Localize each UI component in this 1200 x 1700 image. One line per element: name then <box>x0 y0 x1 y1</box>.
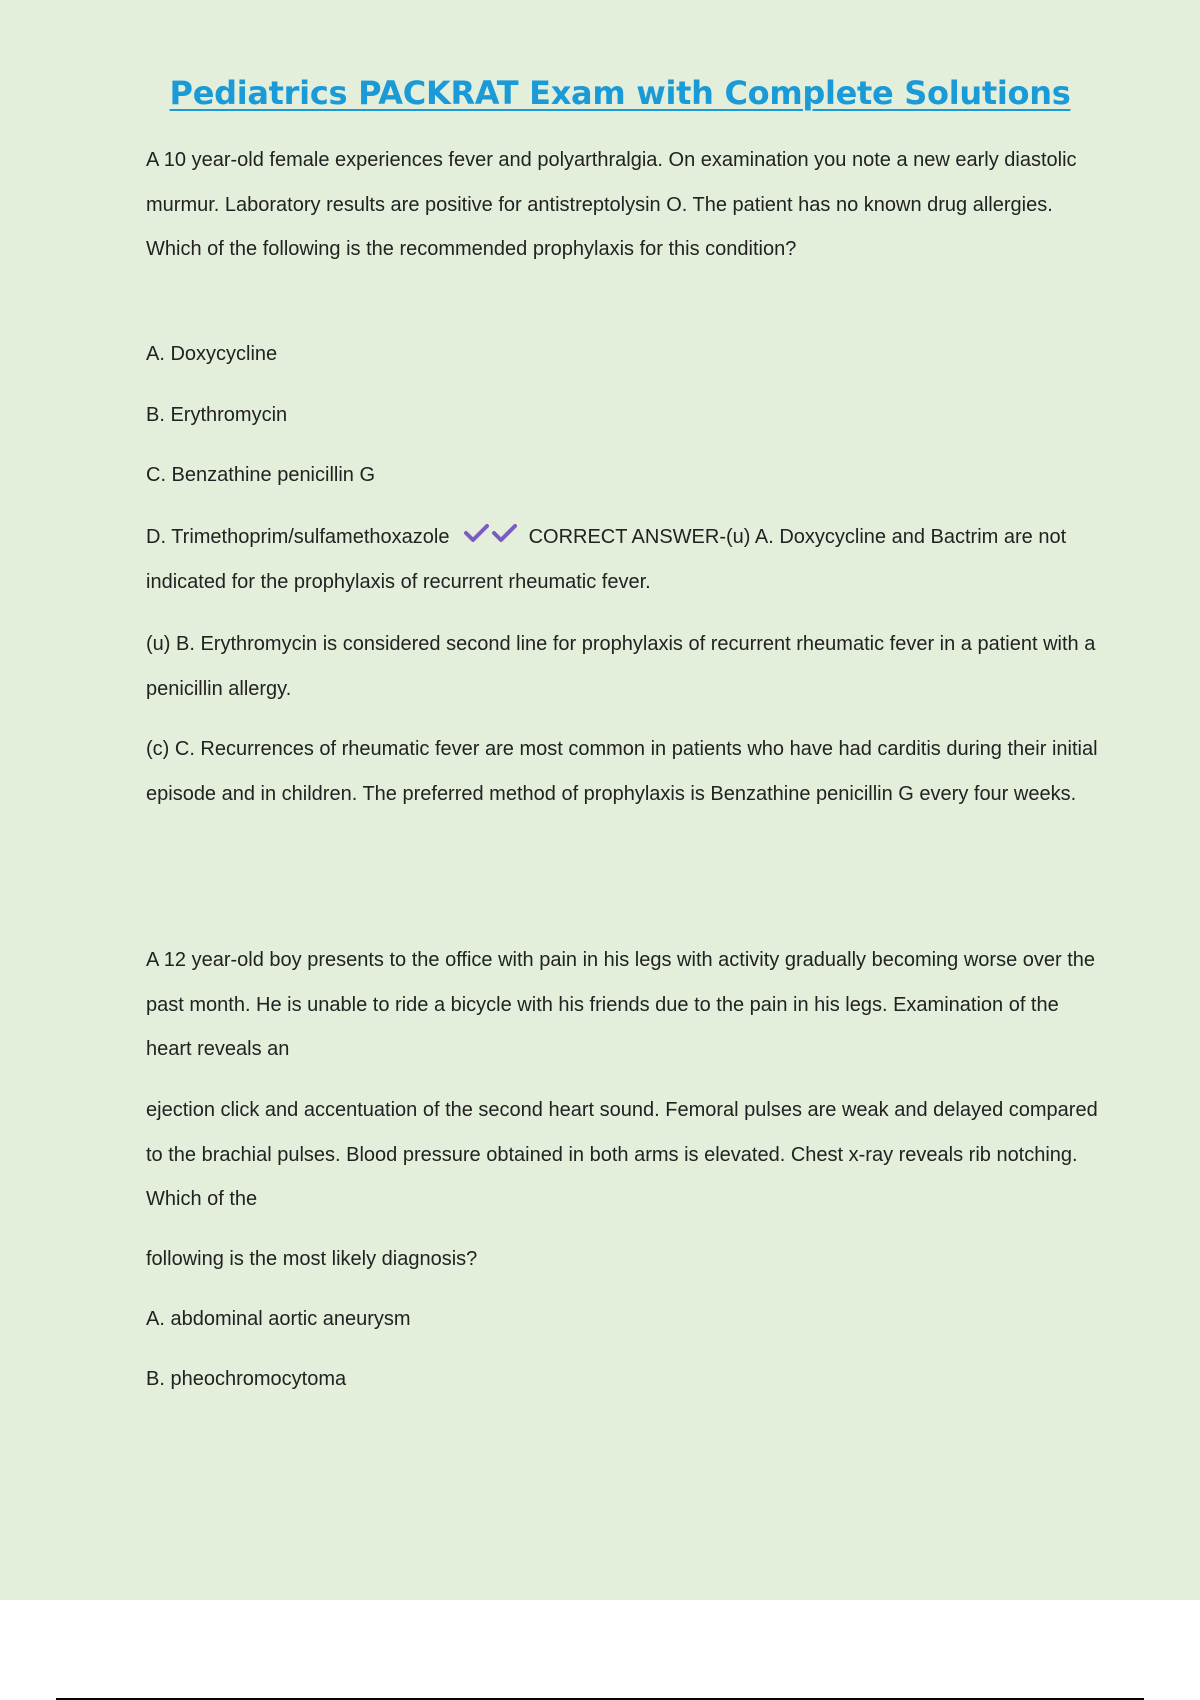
question2-stem-part1: A 12 year-old boy presents to the office with pain in his legs with activity gradually becoming worse over the past month. He is unable to ride a bicycle with his friends due to the pain in his legs. Examination of the heart reveals an <box>146 949 1096 1060</box>
question2-option-a: A. abdominal aortic aneurysm <box>146 1308 411 1330</box>
question1-option-a: A. Doxycycline <box>146 343 278 365</box>
question2-option-b: B. pheochromocytoma <box>146 1368 347 1390</box>
question1-correct-answer: CORRECT ANSWER-(u) A. Doxycycline and Bactrim are not indicated for the prophylaxis of recurrent rheumatic fever. <box>146 526 1067 593</box>
check-icon <box>491 515 517 560</box>
question2-stem-part2: ejection click and accentuation of the second heart sound. Femoral pulses are weak and delayed compared to the brachial pulses. Blood pressure obtained in both arms is elevated. Chest x-ray reveals rib notching. Which of the <box>146 1099 1098 1210</box>
check-icon <box>463 515 489 560</box>
question1-option-d-with-answer <box>146 515 1106 604</box>
question1-explanation-c: (c) C. Recurrences of rheumatic fever are most common in patients who have had carditis during their initial episode and in children. The preferred method of prophylaxis is Benzathine penicillin G every four weeks. <box>146 738 1098 805</box>
question1-option-c: C. Benzathine penicillin G <box>146 464 376 486</box>
question1-option-d: D. Trimethoprim/sulfamethoxazole <box>146 526 450 548</box>
document-title: Pediatrics PACKRAT Exam with Complete Solutions <box>169 74 1071 112</box>
question1-option-b: B. Erythromycin <box>146 404 288 426</box>
question1-stem: A 10 year-old female experiences fever and polyarthralgia. On examination you note a new early diastolic murmur. Laboratory results are positive for antistreptolysin O. The patient has no known drug allergies. Which of the following is the recommended prophylaxis for this condition? <box>146 149 1077 260</box>
question1-explanation-b: (u) B. Erythromycin is considered second line for prophylaxis of recurrent rheumatic fever in a patient with a penicillin allergy. <box>146 633 1096 700</box>
question2-stem-part3: following is the most likely diagnosis? <box>146 1248 478 1270</box>
